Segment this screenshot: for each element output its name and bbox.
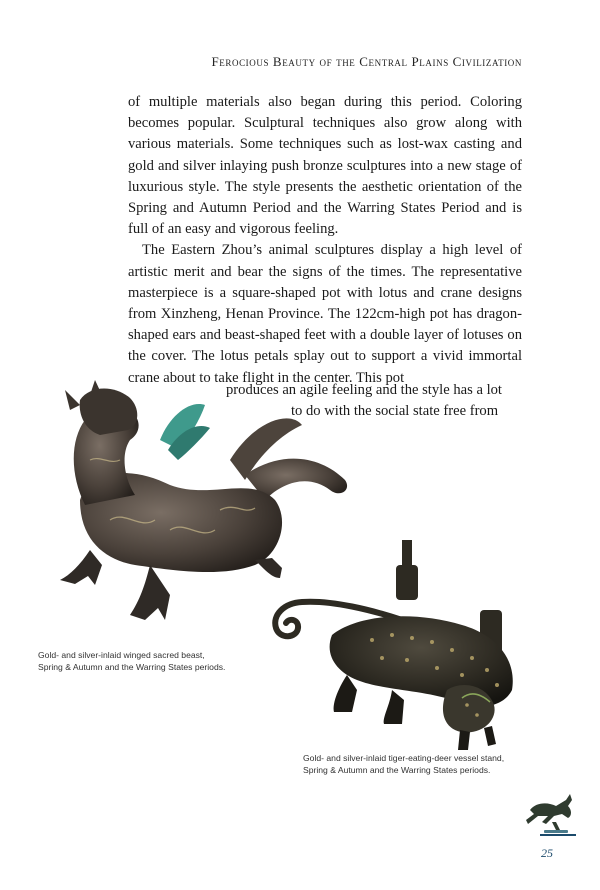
paragraph-2: The Eastern Zhou’s animal sculptures display a high level of artistic merit and bear the signs of the times. The representative masterpiece is a square-shaped pot with lotus and crane designs from Xinzheng, Henan Province. The 122cm-high pot has dragon-shaped ears and beast-shaped feet with a double layer of lotuses on the cover. The lotus petals splay out to support a vivid immortal crane about to take flight in the center. This pot (128, 242, 522, 386)
flying-horse-emblem-icon (522, 790, 580, 840)
winged-beast-caption-line-2: Spring & Autumn and the Warring States periods. (38, 662, 226, 672)
page-number: 25 (541, 846, 553, 860)
body-text (128, 92, 522, 389)
tiger-stand-caption-line-2: Spring & Autumn and the Warring States periods. (303, 765, 491, 775)
text-tail-line-1: produces an agile feeling and the style has a lot (226, 382, 502, 398)
winged-beast-caption (38, 649, 225, 673)
paragraph-1: of multiple materials also began during this period. Coloring becomes popular. Sculptural techniques also grow along with various materials. Some techniques such as lost-wax casting and gold and silver inlaying push bronze sculptures into a new stage of luxurious style. The style presents the aesthetic orientation of the Spring and Autumn Period and the Warring States Period and is full of an easy and vigorous feeling. (128, 94, 522, 238)
tiger-stand-image (262, 540, 532, 750)
running-header: Ferocious Beauty of the Central Plains Civilization (211, 54, 522, 69)
text-tail-line-2: to do with the social state free from (291, 403, 499, 419)
tiger-stand-caption (303, 752, 504, 776)
winged-beast-caption-line-1: Gold- and silver-inlaid winged sacred beast, (38, 650, 205, 660)
tiger-stand-caption-line-1: Gold- and silver-inlaid tiger-eating-deer vessel stand, (303, 753, 505, 763)
